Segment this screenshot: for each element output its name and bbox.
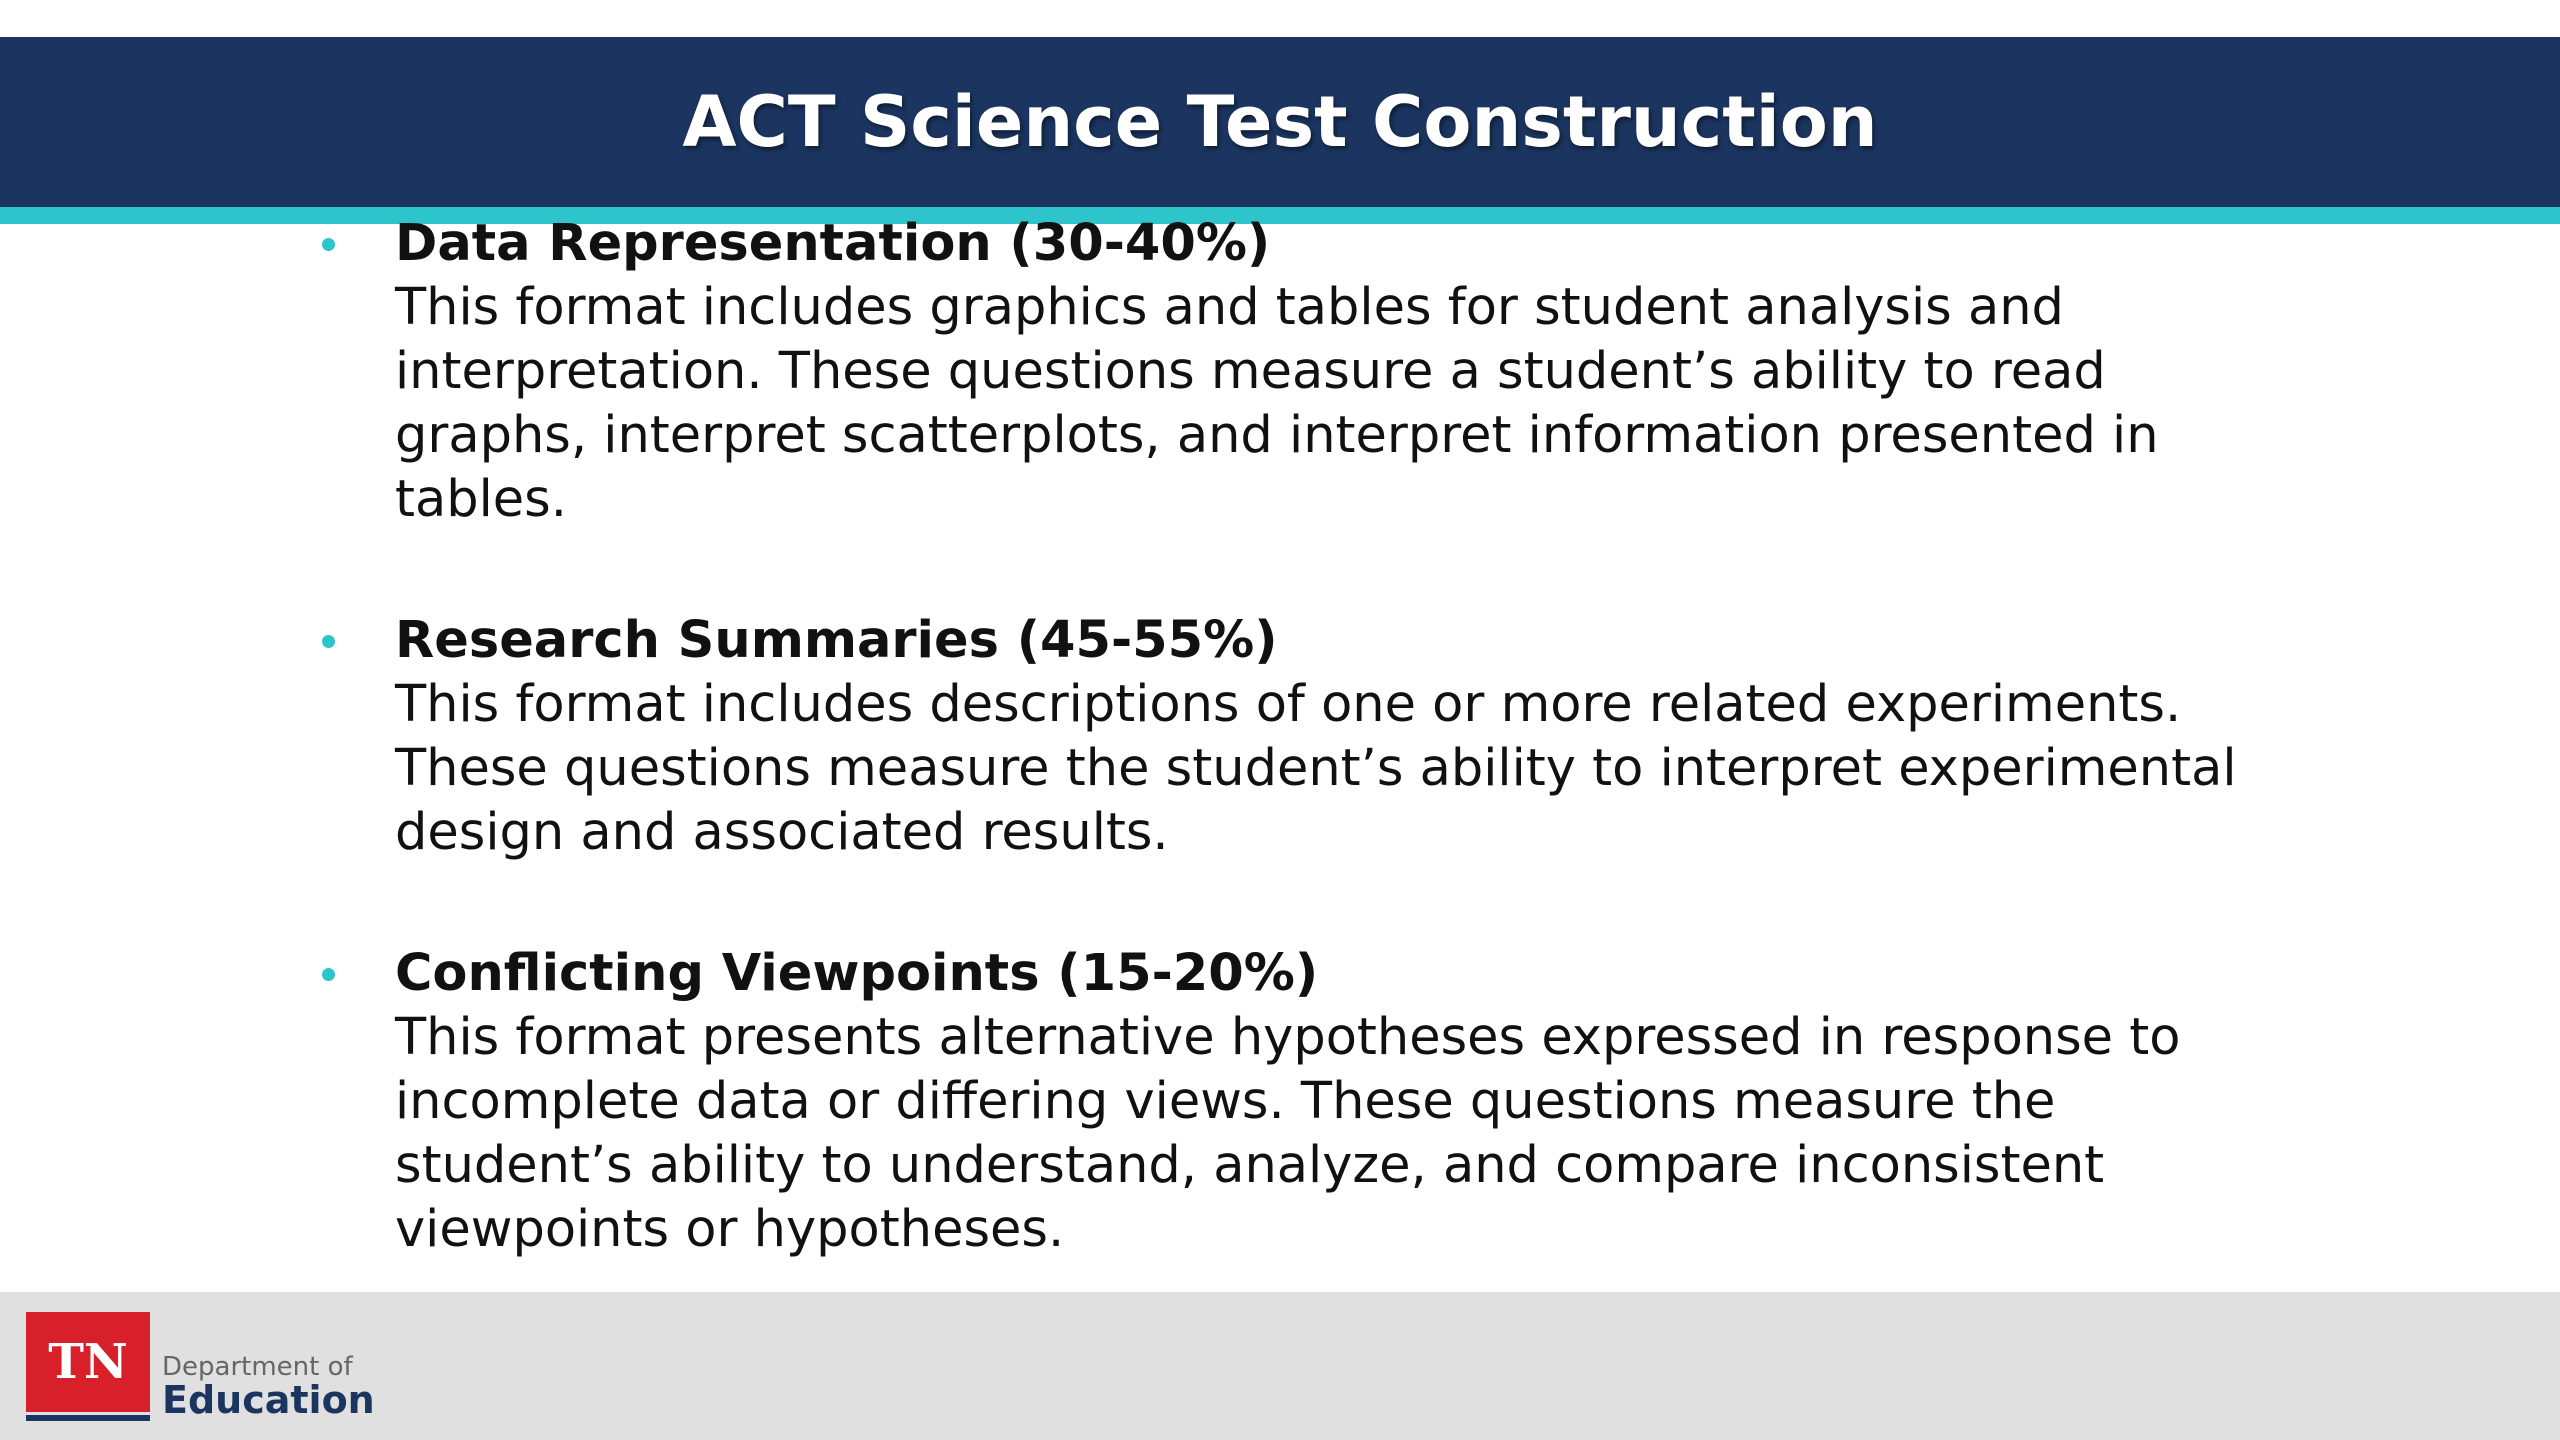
bullet-heading: Conflicting Viewpoints (15-20%) bbox=[395, 944, 1319, 1003]
title-bar bbox=[0, 37, 2560, 207]
tn-logo-text: TN bbox=[48, 1334, 128, 1390]
bullet-body-line: incomplete data or differing views. These questions measure the bbox=[395, 1072, 2056, 1131]
bullet-heading: Data Representation (30-40%) bbox=[395, 214, 1271, 273]
bullet-body-line: tables. bbox=[395, 470, 567, 529]
department-label: Department of bbox=[162, 1352, 353, 1382]
bullet-body-line: viewpoints or hypotheses. bbox=[395, 1200, 1065, 1259]
bullet-body-line: This format includes descriptions of one or more related experiments. bbox=[395, 675, 2182, 734]
bullet-body-line: These questions measure the student’s ability to interpret experimental bbox=[395, 739, 2237, 798]
bullet-body-line: This format presents alternative hypotheses expressed in response to bbox=[395, 1008, 2181, 1067]
bullet-body-line: design and associated results. bbox=[395, 803, 1169, 862]
tn-logo-underline bbox=[26, 1415, 150, 1421]
bullet-dot-icon bbox=[322, 635, 335, 648]
bullet-dot-icon bbox=[322, 968, 335, 981]
bullet-body-line: graphs, interpret scatterplots, and interpret information presented in bbox=[395, 406, 2159, 465]
bullet-item-conflicting-viewpoints bbox=[322, 942, 2355, 1262]
bullet-heading: Research Summaries (45-55%) bbox=[395, 611, 1278, 670]
tn-logo-box bbox=[26, 1312, 150, 1412]
bullet-item-research-summaries bbox=[322, 609, 2355, 865]
top-strip bbox=[0, 0, 2560, 37]
education-label: Education bbox=[162, 1378, 375, 1422]
slide-title: ACT Science Test Construction bbox=[682, 81, 1878, 163]
bullet-dot-icon bbox=[322, 238, 335, 251]
bullet-body-line: This format includes graphics and tables for student analysis and bbox=[395, 278, 2064, 337]
bullet-body-line: student’s ability to understand, analyze, and compare inconsistent bbox=[395, 1136, 2105, 1195]
bullet-body-line: interpretation. These questions measure a student’s ability to read bbox=[395, 342, 2106, 401]
tn-education-logo bbox=[26, 1312, 386, 1422]
bullet-item-data-representation bbox=[322, 212, 2355, 532]
footer-bar bbox=[0, 1292, 2560, 1440]
